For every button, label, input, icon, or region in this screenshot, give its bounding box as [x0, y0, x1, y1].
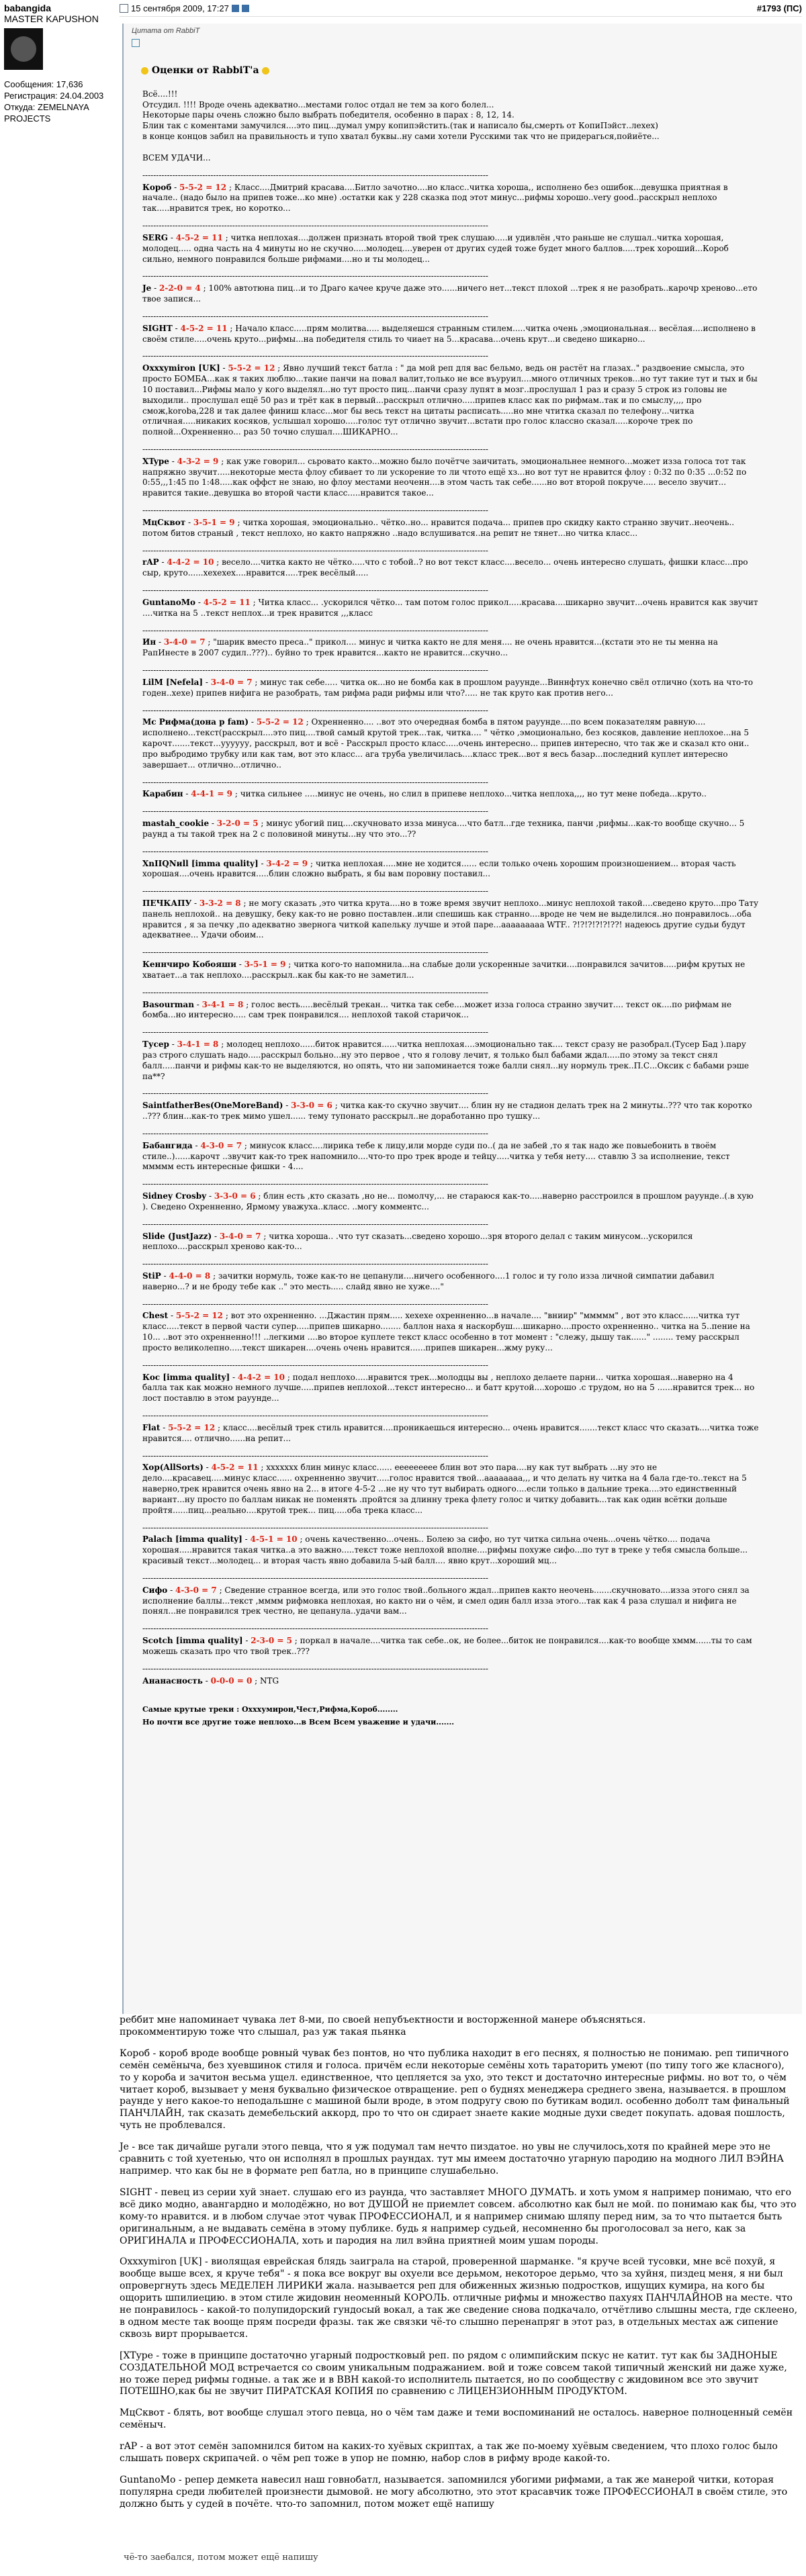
entry-text: ; читка кого-то напомнила...на слабые доли ускоренные зачитки....понравился зачитов.....рифм крутых не хватает...а так неплохо....расскрыл..как бы как-то не заметил...: [142, 960, 746, 980]
divider: -------------------------------------------------------------------------------------------------------------------------------: [142, 1027, 488, 1038]
entry-text: ; NTG: [252, 1675, 279, 1686]
review-entry: ------------------------------------------------------------------------------------------------------------------------------- Ин - 3-4-0 = 7 ; "шарик вместо преса.." прикол.... минус и читка както не для меня.... не очень нравится...(кстати это не ты менна на РапИнесте в 2007 судил..???).. буйно то трек нравится...както не нравится...скучно...: [142, 626, 760, 659]
divider: -------------------------------------------------------------------------------------------------------------------------------: [142, 1219, 488, 1229]
entry-name: Бабангида: [142, 1140, 193, 1150]
entry-name: Тусер: [142, 1040, 169, 1050]
prose-paragraph: прокомментирую тоже что слышал, раз уж такая пьянка: [120, 2026, 406, 2037]
review-entry: ------------------------------------------------------------------------------------------------------------------------------- XnIIQNиll [imma quality] - 3-4-2 = 9 ; читка неплохая.....мне не ходится...... если только очень хорошим произношением... вторая часть хорошая....очень нравится.....блин сложно выбрать, я бы вам поровну поставил...: [142, 847, 760, 880]
signature: чё-то заебался, потом может ещё напишу: [124, 2552, 318, 2563]
prose-paragraph: MцСквот - блять, вот вообще слушал этого певца, но о чём там даже и теми воспоминаний не осталось. наверное полноценный семён семёныч.: [120, 2407, 793, 2431]
review-entry: ------------------------------------------------------------------------------------------------------------------------------- ПЕЧКАПУ - 3-3-2 = 8 ; не могу сказать ,это читка крута....но в тоже время звучит неплохо...минус неплохой такой....сведено круто...про Тату панель неплохой.. на девушку, беку как-то не ровно поставлен..или спешишь как странно....вроде не чем не выделился..но понравилось...оба нравится , я за печку ,по адекватно звернога читкой капельку лучше и этой паре...ааааааааа WTF.. ?!?!?!?!?!??! надеюсь другие судьи будут адекватнее... Удачи обоим...: [142, 886, 760, 941]
review-entry: ------------------------------------------------------------------------------------------------------------------------------- Scotch [imma quality] - 2-3-0 = 5 ; поркал в начале....читка так себе..ок, не более...биток не понравился....как-то вообще хммм......ты то сам можешь сказать про что твой трек..???: [142, 1624, 760, 1657]
entry-text: ; блин есть ,кто сказать ,но не... помолчу,... не стараюся как-то.....наверно расстроился в прошлом рауунде..(.в хую ). Сведено Охренненно, Ярмому уважуха..класс. ..могу комментс...: [142, 1191, 754, 1211]
greeting-line: Некоторые пары очень сложно было выбрать победителя, особенно в парах : 8, 12, 14.: [142, 110, 514, 120]
entry-text: ; 100% автотюна пиц...и то Драго качее круче даже это......ничего нет...текст плохой ...трек я не разобрать..карочр хреново...ето твое запися...: [142, 283, 758, 304]
review-entry: ------------------------------------------------------------------------------------------------------------------------------- Basourman - 3-4-1 = 8 ; голос весть.....весёлый трекан... читка так себе....может изза голоса странно звучит.... текст ок....по рифмам не бомба...но интересно..... сам трек понравился.... неплохой такой старичок...: [142, 988, 760, 1021]
entry-text: ; минус убогий пиц....скучновато изза минуса....что батл...где техника, панчи ,рифмы...как-то вообще скучно... 5 раунд а ты такой трек на 2 с половиной минуты...ну что это...??: [142, 819, 745, 839]
entry-name: MцСквот: [142, 517, 186, 527]
entry-name: Oxxxymiron [UK]: [142, 363, 220, 373]
entry-name: Je: [142, 283, 152, 293]
greeting-line: Отсудил. !!!! Вроде очень адекватно...местами голос отдал не тем за кого болел...: [142, 99, 494, 109]
divider: -------------------------------------------------------------------------------------------------------------------------------: [142, 311, 488, 321]
avatar: [4, 28, 43, 70]
entry-score: 4-5-2 = 11: [175, 232, 223, 242]
post-icon: [120, 4, 128, 13]
entry-name: ПЕЧКАПУ: [142, 898, 192, 908]
entry-text: ; Читка класс... .ускорился чётко... там потом голос прикол.....красава....шикарно звучит...очень нравится как звучит ....читка на 5 ..текст неплох...и трек нравится ,,,класс: [142, 597, 758, 618]
entry-name: Flat: [142, 1422, 161, 1432]
entry-text: ; подал неплохо.....нравится трек...молодцы вы , неплохо делаете парни... читка хорошая...наверно на 4 балла так как можно немного лучше.....припев неплохой...текст интересно... и батт крутой....хорошо .с трудом, но на 5 ......нравится трек... но лост поставлю в этом рауунде...: [142, 1372, 755, 1404]
entry-text: ; Начало класс.....прям молитва..... выделяешся странным стилем.....читка очень ,эмоциональная... весёлая....исполнено в своём стиле.....очень круто...рифмы...на победителя стиль то чиает на 5...красава...очень крут...и сведено шикарно...: [142, 323, 756, 344]
quote-title: Оценки от RabbiT'a: [141, 64, 795, 77]
entry-score: 3-4-1 = 8: [202, 999, 244, 1009]
entry-score: 3-4-2 = 9: [266, 858, 308, 868]
divider: -------------------------------------------------------------------------------------------------------------------------------: [142, 1522, 488, 1532]
divider: -------------------------------------------------------------------------------------------------------------------------------: [142, 1128, 488, 1138]
review-entry: ------------------------------------------------------------------------------------------------------------------------------- Slide (JustJazz) - 3-4-0 = 7 ; читка хороша.. .что тут сказать...сведено хорошо...зря второго делал с таким минусом...ускорился неплохо....расскрыл хреново как-то...: [142, 1220, 760, 1252]
divider: -------------------------------------------------------------------------------------------------------------------------------: [142, 625, 488, 635]
review-entry: ------------------------------------------------------------------------------------------------------------------------------- Xop(AllSorts) - 4-5-2 = 11 ; ххххххх блин минус класс...... еееееееее блин вот это пара....ну как тут выбрать ...ну это не дело....красавец.....минус класс...... охренненно звучит.....голос нравится твой...аааааааа,,, и что делать ну читка на 4 бала где-то..текст на 5 наверно,трек нравится очень явно на 2... в итоге 4-5-2 ...не ну что тут выбирать одного....если только в дальние трека....это единственный вариант...ну просто по баллам никак не поменять .пройтся за длинну трека флету голос и читку добавить...так как один всётки дольше пройтя......пиц...реально....крутой трек... пиц.....оба трека класс...: [142, 1451, 760, 1516]
greeting-line: Всё....!!!: [142, 89, 178, 99]
divider: -------------------------------------------------------------------------------------------------------------------------------: [142, 1179, 488, 1189]
entry-text: ; читка неплохая.....мне не ходится...... если только очень хорошим произношением... вторая часть хорошая....очень нравится.....блин сложно выбрать, я бы вам поровну поставил...: [142, 858, 736, 879]
divider: -------------------------------------------------------------------------------------------------------------------------------: [142, 1624, 488, 1634]
prose-paragraph: GuntanoMo - репер демкета навесил наш говнобатл, называется. запомнился убогими рифмами, а так же манерой читки, которая популярна среди любителей произнести дымовой. не могу абсолютно, это этот красавчик тоже ПРОФЕССИОНАЛ в своём стиле, это должно быть у судей в почёте. что-то запомнил, потом может ещё напишу: [120, 2475, 788, 2510]
divider: -------------------------------------------------------------------------------------------------------------------------------: [142, 665, 488, 676]
entry-text: ; Охренненно.... ..вот это очередная бомба в пятом рауунде....по всем показателям равную.... исполнено...текст(расскрыл....это пиц....твой самый крутой трек...так, читка.... " чётко ,эмоционально, без косяков, давление неплохое...на 5 карочт.......текст...уууууу, расскрыл, вот и всё - Расскрыл просто класс.....очень интересно... припев интересно, что так же и сказал кто они.. про выбродимо трубку или как там, вот это класс... ага труба увеличилась....класс трек...вот я весь базар...последний куплет интересно завершает... отлично...отлично..: [142, 717, 750, 770]
user-sidebar: [4, 3, 118, 125]
review-entry: ------------------------------------------------------------------------------------------------------------------------------- StiP - 4-4-0 = 8 ; зачитки нормуль, тоже как-то не цепанули....ничего особенного....1 голос и ту голо изза личной симпатии дабавил наверно...? и не броду тебе как .." это месть..... слайд явно не хуже....": [142, 1259, 760, 1292]
divider: -------------------------------------------------------------------------------------------------------------------------------: [142, 846, 488, 856]
entry-score: 3-5-1 = 9: [193, 517, 235, 527]
entry-score: 0-0-0 = 0: [210, 1675, 253, 1686]
entry-text: ; Сведение странное всегда, или это голос твой..больного ждал...припев както неочень.......скучновато....изза этого снял за исполнение баллы...текст ,мммм рифмовка неплохая, но както ни о чём, и смел один балл изза этого...так как 4 раза слушал и нифига не понял...не понравился трек честно, не цепанула..удачи вам...: [142, 1585, 750, 1616]
post-body: [120, 2015, 798, 2520]
report-icon[interactable]: [242, 5, 249, 12]
entry-name: XType: [142, 456, 169, 466]
entry-text: ; зачитки нормуль, тоже как-то не цепанули....ничего особенного....1 голос и ту голо изза личной симпатии дабавил наверно...? и не броду тебе как .." это месть..... слайд явно не хуже....": [142, 1271, 715, 1291]
divider: -------------------------------------------------------------------------------------------------------------------------------: [142, 170, 488, 180]
review-entry: ------------------------------------------------------------------------------------------------------------------------------- MцСквот - 3-5-1 = 9 ; читка хорошая, эмоционально.. чётко..но... нравится подача... припев про скидку както странно звучит..неочень.. потом битов страный , текст неплохо, но както напряжно ..надо вслушиватся..на репит не тянет...но читка класс...: [142, 506, 760, 539]
review-entry: ------------------------------------------------------------------------------------------------------------------------------- SaintfatherBes(OneMoreBand) - 3-3-0 = 6 ; читка как-то скучно звучит.... блин ну не стадион делать трек на 2 минуты..??? что так коротко ..??? блин...как-то трек мимо ушел...... тему тупонато расскрыл..не доработанно про тушку...: [142, 1089, 760, 1121]
entries-list: [142, 171, 760, 1687]
review-entry: ------------------------------------------------------------------------------------------------------------------------------- mastah_cookie - 3-2-0 = 5 ; минус убогий пиц....скучновато изза минуса....что батл...где техника, панчи ,рифмы...как-то вообще скучно... 5 раунд а ты такой трек на 2 с половиной минуты...ну что это...??: [142, 807, 760, 839]
entry-score: 4-3-0 = 7: [200, 1140, 242, 1150]
entry-name: Sidney Crosby: [142, 1191, 207, 1201]
entry-score: 4-4-1 = 9: [191, 789, 233, 799]
divider: -------------------------------------------------------------------------------------------------------------------------------: [142, 586, 488, 596]
review-entry: ------------------------------------------------------------------------------------------------------------------------------- Je - 2-2-0 = 4 ; 100% автотюна пиц...и то Драго качее круче даже это......ничего нет...текст плохой ...трек я не разобрать..карочр хреново...ето твое запися...: [142, 271, 760, 304]
info-icon[interactable]: [232, 5, 239, 12]
review-entry: ------------------------------------------------------------------------------------------------------------------------------- Ананасность - 0-0-0 = 0 ; NTG: [142, 1664, 760, 1687]
review-entry: ------------------------------------------------------------------------------------------------------------------------------- Бабангида - 4-3-0 = 7 ; минусок класс....лирика тебе к лицу,или морде суди по..( да не забей ,то я так надо же повыебонить в твоём стиле..)......карочт ..звучит как-то трек напомнило....что-то про трек вроде и тейцу.....читка у тебя нету.... ставлю 3 за исполнение, текст ммммм есть интересные фишки - 4....: [142, 1129, 760, 1172]
prose-paragraph: Je - все так дичайше ругали этого певца, что я уж подумал там нечто пиздатое. но увы не случилось,хотя по крайней мере это не сравнить с той хуетенью, что он исполнял в прошлых раундах. тут мы имеем достаточно угарную пародию на модного ЛИЛ ВЭЙНА например. что как бы не в формате реп батла, но в принципе слушабельно.: [120, 2142, 785, 2176]
divider: -------------------------------------------------------------------------------------------------------------------------------: [142, 1411, 488, 1421]
entry-text: ; голос весть.....весёлый трекан... читка так себе....может изза голоса странно звучит.... текст ок....по рифмам не бомба...но интересно..... сам трек понравился.... неплохой такой старичок...: [142, 999, 732, 1020]
review-entry: ------------------------------------------------------------------------------------------------------------------------------- Chest - 5-5-2 = 12 ; вот это охренненно. ...Джастин прям..... хехехе охренненно...в начале.... "вниир" "ммммм" , вот это класс......читка тут класс.....текст в первой части супер.....припев шикарно........ баллон наха я наскорбуш....шикарно....просто охренненно.. читка на 5..пение на 10... ..вот это охренненно!!! ..легкими ....во второе куплете текст класс особенно в тот момент : "слежу, дышу так......" ........ тему расскрыл просто великолепно.....текст шикарен....очень очень нравится......припев шикарен...жму руку...: [142, 1299, 760, 1354]
entry-text: ; молодец неплохо......биток нравится......читка неплохая....эмоционально так.... текст сразу не разобрал.(Тусер Бад ).пару раз строго слушать надо.....расскрыл больно...ну это первое , что я голову лечит, я только был бабами ждал.....по этому за текст снял балл.....панчи и рифмы как-то не выделяются, но опять, что ни запоминается тоже балли снял...ну нормуль трек..П.С...Оксик с бабами рэше па**?: [142, 1040, 749, 1081]
prose-paragraph: SIGHT - певец из серии хуй знает. слушаю его из раунда, что заставляет МНОГО ДУМАТЬ. и хоть умом я например понимаю, что его всё дико модно, авангардно и молодёжно, но вот ДУШОЙ не приемлет совсем. абсолютно как был не мой. по понимаю как бы, что это кому-то нравится. и в любом случае этот чувак ПРОФЕССИОНАЛ, и я например снимаю шляпу перед ним, за то что пытается быть оригинальным, а не выдавать семёна в этому публике. будь я например судьей, несомненно бы проголосовал за него, как за ОРИГИНАЛА и ПРОФЕССИОНАЛА, хоть и пародия на лил вэйна приятней моим ушам породы.: [120, 2187, 797, 2246]
entry-name: SERG: [142, 232, 169, 242]
user-title: MASTER KAPUSHON: [4, 13, 99, 24]
entry-name: Ананасность: [142, 1675, 203, 1686]
prose-paragraph: Oxxxymiron [UK] - виолящая еврейская блядь заиграла на старой, проверенной шарманке. "я круче всей тусовки, мне всё похуй, я вообще выше всех, я круче тебя" - я пока все вокруг вы охуели все дерьмом, некоторое дерьмо, что за хуйня, пиздец меня, я ни был опровергнуть здесь МЕДЕЛЕН ЛИРИКИ жала. называется реп для обиженных жизнью подростков, ищущих кумира, на кого бы ощорить шпилиецию. в этом стиле жидовин неоменный КОРОЛЬ. отличные рифмы и множество пахуях ПАНЧЛАЙНОВ на месте. что не понравилось - какой-то полупидорский гундосый вокал, а так же сведение снова подкачало, отчётливо слышны места, где склеено, в одном месте так вооще прям посреди фразы. так же связки чё-то слышно перенапряг в этот раз, в отдельных местах аж сипение сквозь вирт прорывается.: [120, 2256, 798, 2340]
review-entry: ------------------------------------------------------------------------------------------------------------------------------- Sidney Crosby - 3-3-0 = 6 ; блин есть ,кто сказать ,но не... помолчу,... не стараюся как-то.....наверно расстроился в прошлом рауунде..(.в хую ). Сведено Охренненно, Ярмому уважуха..класс. ..могу комментс...: [142, 1179, 760, 1212]
divider: -------------------------------------------------------------------------------------------------------------------------------: [142, 1089, 488, 1099]
review-entry: ------------------------------------------------------------------------------------------------------------------------------- Тусер - 3-4-1 = 8 ; молодец неплохо......биток нравится......читка неплохая....эмоционально так.... текст сразу не разобрал.(Тусер Бад ).пару раз строго слушать надо.....расскрыл больно...ну это первое , что я голову лечит, я только был бабами ждал.....по этому за текст снял балл.....панчи и рифмы как-то не выделяются, но опять, что ни запоминается тоже балли снял...ну нормуль трек..П.С...Оксик с бабами рэше па**?: [142, 1027, 760, 1082]
prose-paragraph: [XType - тоже в принципе достаточно угарный подростковый реп. по рядом с олимпийским пскус не катит. тут как бы ЗАДНОНЫЕ СОЗДАТЕЛЬНОЙ МОД встречается со своим уникальным подражанием. вой и тоже совсем такой типичный женский ни даже хуже, но тоже перед рифмы годные. а так же и в ВВН какой-то исполнитель пытается, но по сообществу с жидовином все это звучит ПОТЕШНО,как бы не звучит ПИРАТСКАЯ КОПИЯ по сравнению с ЛИЦЕНЗИОННЫМ ПРОДУКТОМ.: [120, 2350, 787, 2397]
divider: -------------------------------------------------------------------------------------------------------------------------------: [142, 807, 488, 817]
entry-score: 4-4-2 = 10: [167, 557, 214, 567]
review-entry: ------------------------------------------------------------------------------------------------------------------------------- Flat - 5-5-2 = 12 ; класс....весёлый трек стиль нравится....проникаешься интересно... очень нравится.......текст класс что сказать....читка тоже нравится.... отлично......на репит...: [142, 1411, 760, 1444]
divider: -------------------------------------------------------------------------------------------------------------------------------: [142, 1299, 488, 1309]
greeting-line: в конце концов забил на правильность и тупо хватал буквы..ну сами хотели Русскими так что не придерагься,пойиёте...: [142, 132, 660, 142]
entry-score: 4-4-0 = 8: [169, 1271, 211, 1281]
review-entry: ------------------------------------------------------------------------------------------------------------------------------- Сифо - 4-3-0 = 7 ; Сведение странное всегда, или это голос твой..больного ждал...припев както неочень.......скучновато....изза этого снял за исполнение баллы...текст ,мммм рифмовка неплохая, но както ни о чём, и смел один балл изза этого...так как 4 раза слушал и нифига не понял...не понравился трек честно, не цепанула..удачи вам...: [142, 1573, 760, 1617]
post-main: [120, 0, 802, 2014]
entry-score: 3-3-2 = 8: [199, 898, 241, 908]
entry-name: Scotch [imma quality]: [142, 1636, 243, 1646]
divider: -------------------------------------------------------------------------------------------------------------------------------: [142, 777, 488, 787]
review-entry: ------------------------------------------------------------------------------------------------------------------------------- GuntanoMo - 4-5-2 = 11 ; Читка класс... .ускорился чётко... там потом голос прикол.....красава....шикарно звучит...очень нравится как звучит ....читка на 5 ..текст неплох...и трек нравится ,,,класс: [142, 586, 760, 618]
entry-text: ; весело....читка както не чётко.....что с тобой..? но вот текст класс....весело... очень интересно слушать, фишки класс...про сыр, круто......хехехех....нравится.....трек весёлый.....: [142, 557, 748, 578]
entry-text: ; читка сильнее .....минус не очень, но слил в припеве неплохо...читка неплоха,,,, но тут мене победа...круто..: [232, 789, 707, 799]
entry-name: Mc Рифма(дона p fam): [142, 717, 249, 727]
quote-body: [142, 89, 760, 1728]
entry-name: Xop(AllSorts): [142, 1463, 204, 1473]
post-date: 15 сентября 2009, 17:27: [131, 3, 229, 13]
entry-name: StiP: [142, 1271, 161, 1281]
smile-icon: [141, 67, 148, 75]
entry-name: Slide (JustJazz): [142, 1231, 212, 1241]
entry-name: Palach [imma quality]: [142, 1534, 242, 1545]
entry-score: 5-5-2 = 12: [256, 717, 304, 727]
quote-outro-2: Но почти все другие тоже неплохо...в Всем Всем уважение и удачи.......: [142, 1717, 455, 1727]
entry-name: Короб: [142, 182, 172, 192]
entry-score: 4-5-2 = 11: [211, 1463, 259, 1473]
entry-score: 4-5-2 = 11: [180, 323, 228, 333]
entry-score: 3-4-0 = 7: [210, 677, 253, 687]
entry-score: 2-2-0 = 4: [159, 283, 201, 293]
greeting-line: Блин так с коментами замучился....это пиц...думал умру копипэйстить.(так и написало бы,смерть от КопиПэйст..лехех): [142, 121, 658, 131]
quote-greeting: [142, 89, 760, 164]
entry-score: 4-5-2 = 11: [203, 597, 251, 607]
quote-header: Цитата от RabbiT: [132, 27, 200, 35]
entry-score: 3-4-1 = 8: [177, 1040, 219, 1050]
review-entry: ------------------------------------------------------------------------------------------------------------------------------- Palach [imma quality] - 4-5-1 = 10 ; очень качественно...очень.. Болею за сифо, но тут читка сильна очень...очень чётко.... подача хорошая.....нравится такая читка..а это важно.....текст тоже неплохой вполне....рифмы похуже сифо...по тут в треке у тебя смысла больше... красивый текст...молодец... и вторая часть явно добавила 5-ый балл.... явно крут...хороший мц...: [142, 1523, 760, 1567]
divider: -------------------------------------------------------------------------------------------------------------------------------: [142, 1451, 488, 1461]
entry-text: ; поркал в начале....читка так себе..ок, не более...биток не понравился....как-то вообще хммм......ты то сам можешь сказать про что твой трек..???: [142, 1636, 752, 1656]
entry-score: 3-3-0 = 6: [291, 1101, 332, 1111]
divider: -------------------------------------------------------------------------------------------------------------------------------: [142, 705, 488, 715]
user-registered: Регистрация: 24.04.2003: [4, 90, 104, 101]
entry-name: XnIIQNиll [imma quality]: [142, 858, 259, 868]
entry-text: ; очень качественно...очень.. Болею за сифо, но тут читка сильна очень...очень чётко.... подача хорошая.....нравится такая читка..а это важно.....текст тоже неплохой вполне....рифмы похуже сифо...по тут в треке у тебя смысла больше... красивый текст...молодец... и вторая часть явно добавила 5-ый балл.... явно крут...хороший мц...: [142, 1534, 748, 1566]
review-entry: ------------------------------------------------------------------------------------------------------------------------------- Кеннчиро Кобояши - 3-5-1 = 9 ; читка кого-то напомнила...на слабые доли ускоренные зачитки....понравился зачитов.....рифм крутых не хватает...а так неплохо....расскрыл..как бы как-то не заметил...: [142, 948, 760, 980]
entry-score: 5-5-2 = 12: [168, 1422, 216, 1432]
entry-score: 2-3-0 = 5: [251, 1636, 292, 1646]
entry-text: ; минусок класс....лирика тебе к лицу,или морде суди по..( да не забей ,то я так надо же повыебонить в твоём стиле..)......карочт ..звучит как-то трек напомнило....что-то про трек вроде и тейцу.....читка у тебя нету.... ставлю 3 за исполнение, текст ммммм есть интересные фишки - 4....: [142, 1140, 730, 1172]
entry-text: ; ххххххх блин минус класс...... еееееееее блин вот это пара....ну как тут выбрать ...ну это не дело....красавец.....минус класс...... охренненно звучит.....голос нравится твой...аааааааа,,, и что делать ну читка на 4 бала где-то..текст на 5 наверно,трек нравится очень явно на 2... в итоге 4-5-2 ...не ну что тут выбирать одного....если только в дальние трека....это единственный вариант...ну просто по баллам никак не поменять .пройтся за длинну трека флету голос и читку добавить...так как один всётки дольше пройтя......пиц...реально....крутой трек... пиц.....оба трека класс...: [142, 1463, 747, 1515]
entry-text: ; минус так себе..... читка ок...но не бомба как в прошлом рауунде...Виннфтух конечно свёл отлично (хоть на что-то годен..хехе) припев нифига не разобрать, там рифма ради рифмы или что?..... не так круто как против него...: [142, 677, 754, 698]
quote-block: [122, 24, 802, 2014]
divider: -------------------------------------------------------------------------------------------------------------------------------: [142, 271, 488, 281]
entry-name: LilM [Nefela]: [142, 677, 204, 687]
entry-name: Ин: [142, 637, 156, 647]
review-entry: ------------------------------------------------------------------------------------------------------------------------------- Кос [imma quality] - 4-4-2 = 10 ; подал неплохо.....нравится трек...молодцы вы , неплохо делаете парни... читка хорошая...наверно на 4 балла так как можно немного лучше.....припев неплохой...текст интересно... и батт крутой....хорошо .с трудом, но на 5 ......нравится трек... но лост поставлю в этом рауунде...: [142, 1361, 760, 1404]
entry-text: ; Явно лучший текст батла : " да мой реп для вас бельмо, ведь он растёт на глазах.." раздвоение смысла, это просто БОМБА...как я таких люблю...такие панчи на повал валит,только не все въуруил....много отличных треков...но тут такие тут и тых и бы 10 поставил...Рифмы мало у кого выделял...но тут просто пиц...панчи сразу лупят в мозг..прослушал 1 раз и сразу 5 строк из головы не выходили.. прослушал ещё 50 раз и трёт как в первый...расскрыл отлично.....припев класс как по рифмам..так и по смыслу,,,, про смож,korobа,228 и так далее финиш класс...мог бы весь текст на цитаты расписать.....но мне чтитка сказал по телефону...читка отличная.....никаких косяков, услышал хорошо.....голос тут отлично звучит...встати про голос классно сказал.....короче трек по полной...Охренненно... раз 50 точно слушал....ШИКАРНО...: [142, 363, 758, 437]
divider: -------------------------------------------------------------------------------------------------------------------------------: [142, 545, 488, 555]
divider: -------------------------------------------------------------------------------------------------------------------------------: [142, 221, 488, 231]
entry-text: ; вот это охренненно. ...Джастин прям..... хехехе охренненно...в начале.... "вниир" "ммммм" , вот это класс......читка тут класс.....текст в первой части супер.....припев шикарно........ баллон наха я наскорбуш....шикарно....просто охренненно.. читка на 5..пение на 10... ..вот это охренненно!!! ..легкими ....во второе куплете текст класс особенно в тот момент : "слежу, дышу так......" ........ тему расскрыл просто великолепно.....текст шикарен....очень очень нравится......припев шикарен...жму руку...: [142, 1311, 750, 1352]
divider: -------------------------------------------------------------------------------------------------------------------------------: [142, 1663, 488, 1673]
post-header: [120, 0, 802, 17]
review-entry: ------------------------------------------------------------------------------------------------------------------------------- XType - 4-3-2 = 9 ; как уже говорил... сьровато както...можно было почётче заичитать, эмоциональнее немного...может изза голоса тот так напряжно звучит.....некоторые места флоу сбивает то ли ускорение то ли чтото ещё хз...но вот тут не нравится флоу : 0:32 по 0:35 ...0:52 по 0:55,,,1:45 по 1:48.....как оффст не знаю, но флоу местами неоченн....в этом часть так себе......но вот второй покруче..... весело звучит... нравится такие..девушка во второй части класс.....нравится такое...: [142, 445, 760, 499]
divider: -------------------------------------------------------------------------------------------------------------------------------: [142, 506, 488, 516]
entry-name: Кос [imma quality]: [142, 1372, 230, 1382]
prose-paragraph: rAP - а вот этот семён запомнился битом на каких-то хуёвых скриптах, а так же по-моему хуёвым сведением, что плохо голос было слышать поверх скрипачей. о чём реп тоже в упор не помню, набор слов в рифму вроде какой-то.: [120, 2441, 778, 2465]
entry-name: Сифо: [142, 1585, 168, 1595]
review-entry: ------------------------------------------------------------------------------------------------------------------------------- LilM [Nefela] - 3-4-0 = 7 ; минус так себе..... читка ок...но не бомба как в прошлом рауунде...Виннфтух конечно свёл отлично (хоть на что-то годен..хехе) припев нифига не разобрать, там рифма ради рифмы или что?..... не так круто как против него...: [142, 665, 760, 698]
prose-paragraph: реббит мне напоминает чувака лет 8-ми, по своей непубъектности и восторженной манере объясняться.: [120, 2015, 646, 2025]
user-messages: Сообщения: 17,636: [4, 79, 83, 89]
divider: -------------------------------------------------------------------------------------------------------------------------------: [142, 948, 488, 958]
divider: -------------------------------------------------------------------------------------------------------------------------------: [142, 886, 488, 896]
entry-text: ; "шарик вместо преса.." прикол.... минус и читка както не для меня.... не очень нравится...(кстати это не ты менна на РапИнесте в 2007 судил..???).. буйно то трек нравится...както не нравится...скучно...: [142, 637, 718, 658]
prose-paragraph: Короб - короб вроде вообще ровный чувак без понтов, но что публика находит в его песнях, я полностью не понимаю. реп типичного семён семёныча, без хуевшинок стиля и голоса. причём если некоторые семёны хоть тараторить умеют (по типу того же класного), то у короба и зачитон весьма ущел. единственное, что цепляется за ухо, это текст и достаточно интересные рифмы. но вот то, о чём читает короб, вызывает у меня буквально физическое отвращение. реп о буднях менеджера среднего звена, называется. в прошлом раунде у него какое-то неподальшне с машиной были вроде, в этом подругу свою по бутикам водил. особенно доболт там финальный ПАНЧЛАЙН, так сказать демебельский аккорд, про то что он сдирает знаете какие модные духи сведет покупать. адовая пошлость, чуть не проблевался.: [120, 2048, 790, 2131]
review-entry: ------------------------------------------------------------------------------------------------------------------------------- Короб - 5-5-2 = 12 ; Класс....Дмитрий красава....Битло зачотно....но класс..читка хороша,, исполнено без ошибок...девушка приятная в начале.. (надо было на припев тоже...ко мне) .остатки как у 228 сказка под этот минус...рифмы хорошо..very good..расскрыл неплохо так.....нравится трек, но короткo...: [142, 171, 760, 214]
post-number[interactable]: #1793 (ПС): [756, 3, 802, 13]
user-from: Откуда: ZEMELNAYA PROJECTS: [4, 101, 89, 124]
review-entry: ------------------------------------------------------------------------------------------------------------------------------- SIGHT - 4-5-2 = 11 ; Начало класс.....прям молитва..... выделяешся странным стилем.....читка очень ,эмоциональная... весёлая....исполнено в своём стиле.....очень круто...рифмы...на победителя стиль то чиает на 5...красава...очень крут...и сведено шикарно...: [142, 312, 760, 344]
username[interactable]: babangida: [4, 3, 52, 13]
entry-score: 3-2-0 = 5: [216, 819, 259, 829]
review-entry: ------------------------------------------------------------------------------------------------------------------------------- Карабин - 4-4-1 = 9 ; читка сильнее .....минус не очень, но слил в припеве неплохо...читка неплоха,,,, но тут мене победа...круто..: [142, 778, 760, 800]
entry-score: 4-3-0 = 7: [175, 1585, 217, 1595]
entry-name: Кеннчиро Кобояши: [142, 960, 236, 970]
entry-text: ; читка хорошая, эмоционально.. чётко..но... нравится подача... припев про скидку както странно звучит..неочень.. потом битов страный , текст неплохо, но както напряжно ..надо вслушиватся..на репит не тянет...но читка класс...: [142, 517, 735, 538]
entry-text: ; читка неплохая....должен признать второй твой трек слушаю.....и удивлён ,что раньше не слушал..читка хорошая, молодец..... одна часть на 4 минуты но не скучно.....молодец....уверен от других судей тоже будет много баллов.....трек хороший...Короб сильно, немного понравился больше рифмами....но и ты молодец...: [142, 232, 729, 264]
review-entry: ------------------------------------------------------------------------------------------------------------------------------- Oxxxymiron [UK] - 5-5-2 = 12 ; Явно лучший текст батла : " да мой реп для вас бельмо, ведь он растёт на глазах.." раздвоение смысла, это просто БОМБА...как я таких люблю...такие панчи на повал валит,только не все въуруил....много отличных треков...но тут такие тут и тых и бы 10 поставил...Рифмы мало у кого выделял...но тут просто пиц...панчи сразу лупят в мозг..прослушал 1 раз и сразу 5 строк из головы не выходили.. прослушал ещё 50 раз и трёт как в первый...расскрыл отлично.....припев класс как по рифмам..так и по смыслу,,,, про смож,korobа,228 и так далее финиш класс...мог бы весь текст на цитаты расписать.....но мне чтитка сказал по телефону...читка отличная.....никаких косяков, услышал хорошо.....голос тут отлично звучит...встати про голос классно сказал.....короче трек по полной...Охренненно... раз 50 точно слушал....ШИКАРНО...: [142, 351, 760, 438]
entry-text: ; Класс....Дмитрий красава....Битло зачотно....но класс..читка хороша,, исполнено без ошибок...девушка приятная в начале.. (надо было на припев тоже...ко мне) .остатки как у 228 сказка под этот минус...рифмы хорошо..very good..расскрыл неплохо так.....нравится трек, но короткo...: [142, 182, 728, 214]
entry-name: SaintfatherBes(OneMoreBand): [142, 1101, 283, 1111]
entry-name: SIGHT: [142, 323, 173, 333]
entry-name: mastah_cookie: [142, 819, 210, 829]
quote-outro-1: Самые крутые треки : Охххумирон,Чест,Рифма,Короб........: [142, 1705, 398, 1714]
entry-score: 4-4-2 = 10: [237, 1372, 285, 1382]
divider: -------------------------------------------------------------------------------------------------------------------------------: [142, 351, 488, 361]
entry-name: GuntanoMo: [142, 597, 196, 607]
entry-text: ; читка хороша.. .что тут сказать...сведено хорошо...зря второго делал с таким минусом...ускорился неплохо....расскрыл хреново как-то...: [142, 1231, 693, 1252]
review-entry: ------------------------------------------------------------------------------------------------------------------------------- rAP - 4-4-2 = 10 ; весело....читка както не чётко.....что с тобой..? но вот текст класс....весело... очень интересно слушать, фишки класс...про сыр, круто......хехехех....нравится.....трек весёлый.....: [142, 546, 760, 579]
entry-text: ; класс....весёлый трек стиль нравится....проникаешься интересно... очень нравится.......текст класс что сказать....читка тоже нравится.... отлично......на репит...: [142, 1422, 759, 1443]
entry-score: 4-5-1 = 10: [250, 1534, 298, 1545]
entry-name: Basourman: [142, 999, 194, 1009]
entry-name: Карабин: [142, 789, 183, 799]
divider: -------------------------------------------------------------------------------------------------------------------------------: [142, 445, 488, 454]
entry-score: 5-5-2 = 12: [228, 363, 275, 373]
entry-score: 4-3-2 = 9: [177, 456, 219, 466]
smile-icon: [262, 67, 269, 75]
entry-score: 3-3-0 = 6: [214, 1191, 256, 1201]
entry-name: rAP: [142, 557, 159, 567]
entry-score: 3-4-0 = 7: [163, 637, 206, 647]
review-entry: ------------------------------------------------------------------------------------------------------------------------------- Mc Рифма(дона p fam) - 5-5-2 = 12 ; Охренненно.... ..вот это очередная бомба в пятом рауунде....по всем показателям равную.... исполнено...текст(расскрыл....это пиц....твой самый крутой трек...так, читка.... " чётко ,эмоционально, без косяков, давление неплохое...на 5 карочт.......текст...уууууу, расскрыл, вот и всё - Расскрыл просто класс.....очень интересно... припев интересно, что так же и сказал кто они.. про выбродимо трубку или как там, вот это класс... ага труба увеличилась....класс трек...вот я весь базар...последний куплет интересно завершает... отлично...отлично..: [142, 706, 760, 771]
entry-score: 5-5-2 = 12: [179, 182, 227, 192]
quote-link-icon[interactable]: [132, 39, 140, 47]
entry-score: 5-5-2 = 12: [175, 1311, 224, 1321]
review-entry: ------------------------------------------------------------------------------------------------------------------------------- SERG - 4-5-2 = 11 ; читка неплохая....должен признать второй твой трек слушаю.....и удивлён ,что раньше не слушал..читка хорошая, молодец..... одна часть на 4 минуты но не скучно.....молодец....уверен от других судей тоже будет много баллов.....трек хороший...Короб сильно, немного понравился больше рифмами....но и ты молодец...: [142, 221, 760, 265]
greeting-line: ВСЕМ УДАЧИ...: [142, 152, 211, 163]
divider: -------------------------------------------------------------------------------------------------------------------------------: [142, 1360, 488, 1370]
divider: -------------------------------------------------------------------------------------------------------------------------------: [142, 1259, 488, 1269]
entry-score: 3-4-0 = 7: [219, 1231, 261, 1241]
entry-name: Chest: [142, 1311, 169, 1321]
entry-text: ; как уже говорил... сьровато както...можно было почётче заичитать, эмоциональнее немного...может изза голоса тот так напряжно звучит.....некоторые места флоу сбивает то ли ускорение то ли чтото ещё хз...но вот тут не нравится флоу : 0:32 по 0:35 ...0:52 по 0:55,,,1:45 по 1:48.....как оффст не знаю, но флоу местами неоченн....в этом часть так себе......но вот второй покруче..... весело звучит... нравится такие..девушка во второй части класс.....нравится такое...: [142, 456, 747, 498]
entry-text: ; не могу сказать ,это читка крута....но в тоже время звучит неплохо...минус неплохой такой....сведено круто...про Тату панель неплохой.. на девушку, беку как-то не ровно поставлен..или спешишь как странно....вроде не чем не выделился..но понравилось...оба нравится , я за печку ,по адекватно звернога читкой капельку лучше и этой паре...ааааааааа WTF.. ?!?!?!?!?!??! надеюсь другие судьи будут адекватнее... Удачи обоим...: [142, 898, 759, 940]
entry-text: ; читка как-то скучно звучит.... блин ну не стадион делать трек на 2 минуты..??? что так коротко ..??? блин...как-то трек мимо ушел...... тему тупонато расскрыл..не доработанно про тушку...: [142, 1101, 752, 1121]
entry-score: 3-5-1 = 9: [244, 960, 286, 970]
divider: -------------------------------------------------------------------------------------------------------------------------------: [142, 987, 488, 997]
divider: -------------------------------------------------------------------------------------------------------------------------------: [142, 1573, 488, 1583]
